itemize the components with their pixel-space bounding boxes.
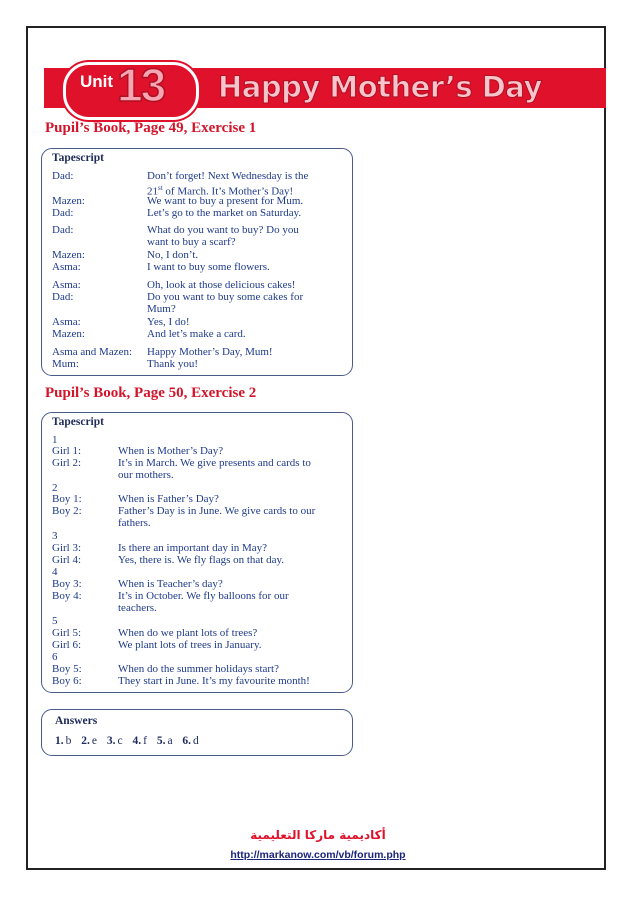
ex2-text: When do the summer holidays start? [118, 663, 279, 675]
ex1-speaker: Mazen: [52, 249, 85, 261]
ex2-number: 1 [52, 434, 58, 446]
ex2-number: 3 [52, 530, 58, 542]
ex2-speaker: Boy 1: [52, 493, 82, 505]
ex2-text: our mothers. [118, 469, 174, 481]
ex2-speaker: Girl 1: [52, 445, 82, 457]
ex2-speaker: Boy 2: [52, 505, 82, 517]
exercise1-heading: Pupil’s Book, Page 49, Exercise 1 [45, 120, 257, 136]
answer-value: c [117, 735, 123, 747]
academy-name: أكاديمية ماركا التعليمية [250, 828, 386, 842]
ex2-text: It’s in March. We give presents and cards to [118, 457, 311, 469]
ex2-text: They start in June. It’s my favourite month! [118, 675, 310, 687]
answers-list [55, 735, 206, 747]
ex1-text: Do you want to buy some cakes for [147, 291, 304, 303]
ex1-text: Oh, look at those delicious cakes! [147, 279, 296, 291]
ex1-text: want to buy a scarf? [147, 236, 236, 248]
forum-link[interactable]: http://markanow.com/vb/forum.php [230, 849, 406, 861]
unit-label: Unit [80, 72, 114, 91]
ex2-speaker: Girl 6: [52, 639, 82, 651]
answer-value: d [193, 735, 199, 747]
ex2-number: 6 [52, 651, 58, 663]
ex2-speaker: Boy 5: [52, 663, 82, 675]
unit-number: 13 [117, 59, 165, 111]
ex1-speaker: Mazen: [52, 328, 85, 340]
ex1-text: What do you want to buy? Do you [147, 224, 299, 236]
exercise2-box-label: Tapescript [52, 416, 104, 428]
ex1-speaker: Asma: [52, 279, 81, 291]
answers-label: Answers [55, 715, 98, 727]
ex1-text: No, I don’t. [147, 249, 199, 261]
ex2-text: When do we plant lots of trees? [118, 627, 258, 639]
ex2-text: Is there an important day in May? [118, 542, 268, 554]
answer-number: 5. [156, 735, 166, 747]
ex2-speaker: Boy 3: [52, 578, 82, 590]
ex2-speaker: Girl 2: [52, 457, 82, 469]
answer-number: 6. [182, 735, 192, 747]
ex1-text: Thank you! [147, 358, 199, 370]
ex1-text: 21st of March. It’s Mother’s Day! [147, 184, 294, 198]
ex1-speaker: Dad: [52, 207, 74, 219]
ex1-speaker: Asma: [52, 316, 81, 328]
exercise2-heading: Pupil’s Book, Page 50, Exercise 2 [45, 385, 257, 401]
ex2-speaker: Girl 3: [52, 542, 82, 554]
ex2-text: Yes, there is. We fly flags on that day. [118, 554, 285, 566]
page-title: Happy Mother’s Day [218, 70, 542, 104]
answer-value: e [91, 735, 97, 747]
ex2-text: When is Mother’s Day? [118, 445, 224, 457]
ex1-text: Yes, I do! [147, 316, 190, 328]
ex1-speaker: Dad: [52, 291, 74, 303]
ex1-speaker: Dad: [52, 224, 74, 236]
ex1-text: Let’s go to the market on Saturday. [147, 207, 302, 219]
ex1-text: We want to buy a present for Mum. [147, 195, 304, 207]
answer-number: 1. [55, 735, 64, 747]
ex2-speaker: Boy 4: [52, 590, 82, 602]
ex2-text: When is Father’s Day? [118, 493, 219, 505]
ex1-speaker: Mazen: [52, 195, 85, 207]
ex1-text: I want to buy some flowers. [147, 261, 270, 273]
ex1-text: Happy Mother’s Day, Mum! [147, 346, 273, 358]
ex2-speaker: Girl 4: [52, 554, 82, 566]
ex1-text: And let’s make a card. [147, 328, 246, 340]
ex1-text: Don’t forget! Next Wednesday is the [147, 170, 309, 182]
answer-number: 3. [106, 735, 116, 747]
ex2-number: 5 [52, 615, 58, 627]
ex2-text: teachers. [118, 602, 157, 614]
answer-value: f [143, 735, 147, 747]
ex1-speaker: Asma and Mazen: [52, 346, 133, 358]
ex2-speaker: Girl 5: [52, 627, 82, 639]
ex2-text: Father’s Day is in June. We give cards to our [118, 505, 316, 517]
answer-value: b [65, 735, 72, 747]
ex1-speaker: Mum: [52, 358, 79, 370]
ex1-speaker: Asma: [52, 261, 81, 273]
ex2-text: fathers. [118, 517, 151, 529]
ex1-speaker: Dad: [52, 170, 74, 182]
exercise1-box-label: Tapescript [52, 152, 104, 164]
ex2-text: When is Teacher’s day? [118, 578, 223, 590]
ex2-text: It’s in October. We fly balloons for our [118, 590, 289, 602]
ex2-number: 4 [52, 566, 58, 578]
answer-number: 4. [132, 735, 142, 747]
ex2-text: We plant lots of trees in January. [118, 639, 262, 651]
ex2-number: 2 [52, 482, 58, 494]
answer-value: a [167, 735, 173, 747]
answer-number: 2. [81, 735, 90, 747]
ex1-text: Mum? [147, 303, 176, 315]
ex2-speaker: Boy 6: [52, 675, 82, 687]
